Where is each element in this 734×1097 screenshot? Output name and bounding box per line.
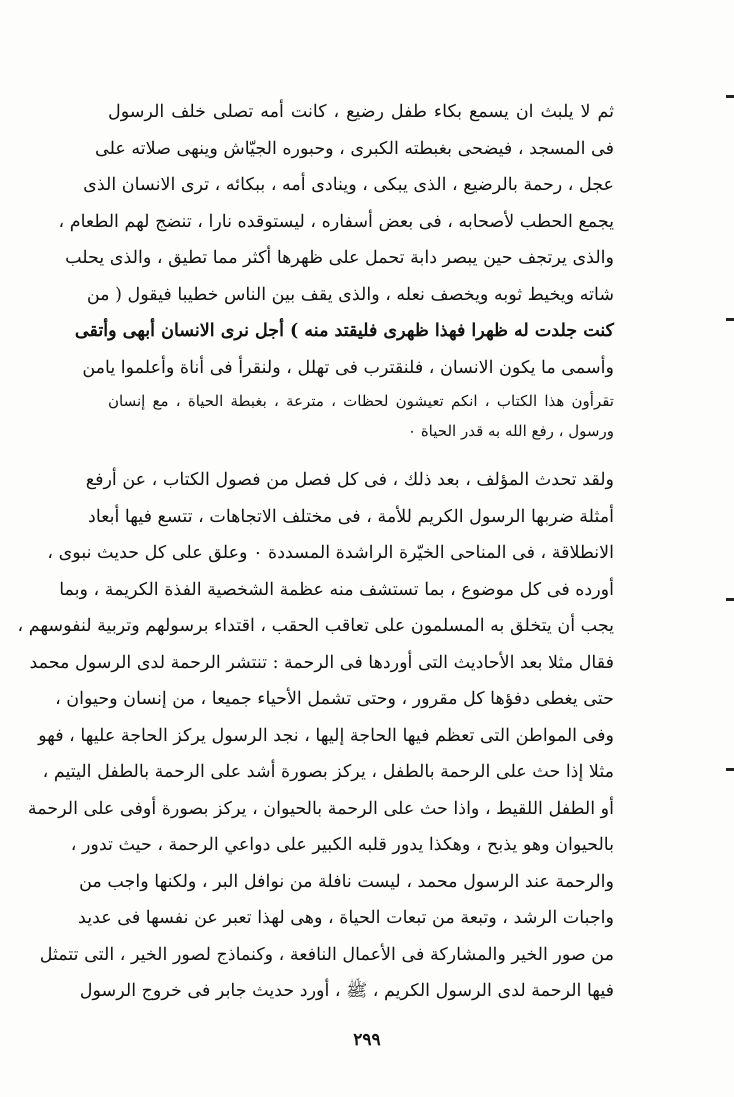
- text-line: شاته ويخيط ثوبه ويخصف نعله ، والذى يقف بين الناس خطيبا فيقول ( من: [86, 284, 614, 305]
- text-line: تقرأون هذا الكتاب ، انكم تعيشون لحظات ، مترعة ، بغبطة الحياة ، مع إنسان: [108, 392, 614, 410]
- paragraph-2: [17, 462, 614, 1010]
- text-line: وفى المواطن التى تعظم فيها الحاجة إليها ، نجد الرسول يركز الحاجة عليها ، فهو: [38, 725, 614, 746]
- text-line: عجل ، رحمة بالرضيع ، الذى يبكى ، وينادى أمه ، ببكائه ، ترى الانسان الذى: [83, 175, 614, 195]
- text-line: أمثلة ضربها الرسول الكريم للأمة ، فى مختلف الاتجاهات ، تتسع فيها أبعاد: [88, 506, 614, 527]
- text-line: والذى يرتجف حين يبصر دابة تحمل على ظهرها أكثر مما تطيق ، والذى يحلب: [65, 248, 614, 268]
- page-edge-mark: [726, 318, 734, 321]
- text-line: ولقد تحدث المؤلف ، بعد ذلك ، فى كل فصل من فصول الكتاب ، عن أرفع: [85, 470, 614, 490]
- text-line: أورده فى كل موضوع ، بما تستشف منه عظمة الشخصية الفذة الكريمة ، وبما: [59, 579, 614, 600]
- page-number: ٢٩٩: [353, 1030, 381, 1050]
- text-line: ورسول ، رفع الله به قدر الحياة ٠: [407, 422, 614, 440]
- text-line: حتى يغطى دفؤها كل مقرور ، وحتى تشمل الأحياء جميعا ، من إنسان وحيوان ،: [55, 689, 614, 709]
- paragraph-1: [58, 94, 614, 446]
- text-line: فى المسجد ، فيضحى بغبطته الكبرى ، وحبوره الجيّاش وينهى صلاته على: [95, 138, 614, 159]
- page-edge-mark: [726, 598, 734, 601]
- text-line: يجب أن يتخلق به المسلمون على تعاقب الحقب ، اقتداء برسولهم وتربية لنفوسهم ،: [17, 616, 614, 636]
- text-line: فيها الرحمة لدى الرسول الكريم ، ﷺ ، أورد حديث جابر فى خروج الرسول: [79, 981, 614, 1001]
- text-line: وأسمى ما يكون الانسان ، فلنقترب فى تهلل ، ولنقرأ فى أناة وأعلموا يامن: [82, 357, 614, 378]
- text-line: من صور الخير والمشاركة فى الأعمال النافعة ، وكنماذج لصور الخير ، التى تتمثل: [39, 944, 614, 965]
- page-edge-mark: [726, 768, 734, 771]
- text-line: فقال مثلا بعد الأحاديث التى أوردها فى الرحمة : تنتشر الرحمة لدى الرسول محمد: [29, 652, 614, 673]
- text-line: ثم لا يلبث ان يسمع بكاء طفل رضيع ، كانت أمه تصلى خلف الرسول: [108, 102, 614, 122]
- text-line: يجمع الحطب لأصحابه ، فى بعض أسفاره ، ليستوقده نارا ، تنضج لهم الطعام ،: [58, 211, 614, 232]
- text-line: مثلا إذا حث على الرحمة بالطفل ، يركز بصورة أشد على الرحمة بالطفل اليتيم ،: [42, 762, 614, 782]
- text-line-quote: كنت جلدت له ظهرا فهذا ظهرى فليقتد منه ) أجل نرى الانسان أبهى وأتقى: [74, 321, 614, 341]
- text-line: أو الطفل اللقيط ، واذا حث على الرحمة بالحيوان ، يركز بصورة أوفى على الرحمة: [27, 798, 614, 819]
- text-line: بالحيوان وهو يذبح ، وهكذا يدور قلبه الكبير على دواعي الرحمة ، حيث تدور ،: [70, 835, 614, 855]
- text-line: والرحمة عند الرسول محمد ، ليست نافلة من نوافل البر ، ولكنها واجب من: [79, 871, 614, 892]
- text-line: واجبات الرشد ، وتبعة من تبعات الحياة ، وهى لهذا تعبر عن نفسها فى عديد: [78, 908, 614, 928]
- text-line: الانطلاقة ، فى المناحى الخيّرة الراشدة المسددة ٠ وعلق على كل حديث نبوى ،: [47, 543, 614, 563]
- page-edge-mark: [726, 95, 734, 98]
